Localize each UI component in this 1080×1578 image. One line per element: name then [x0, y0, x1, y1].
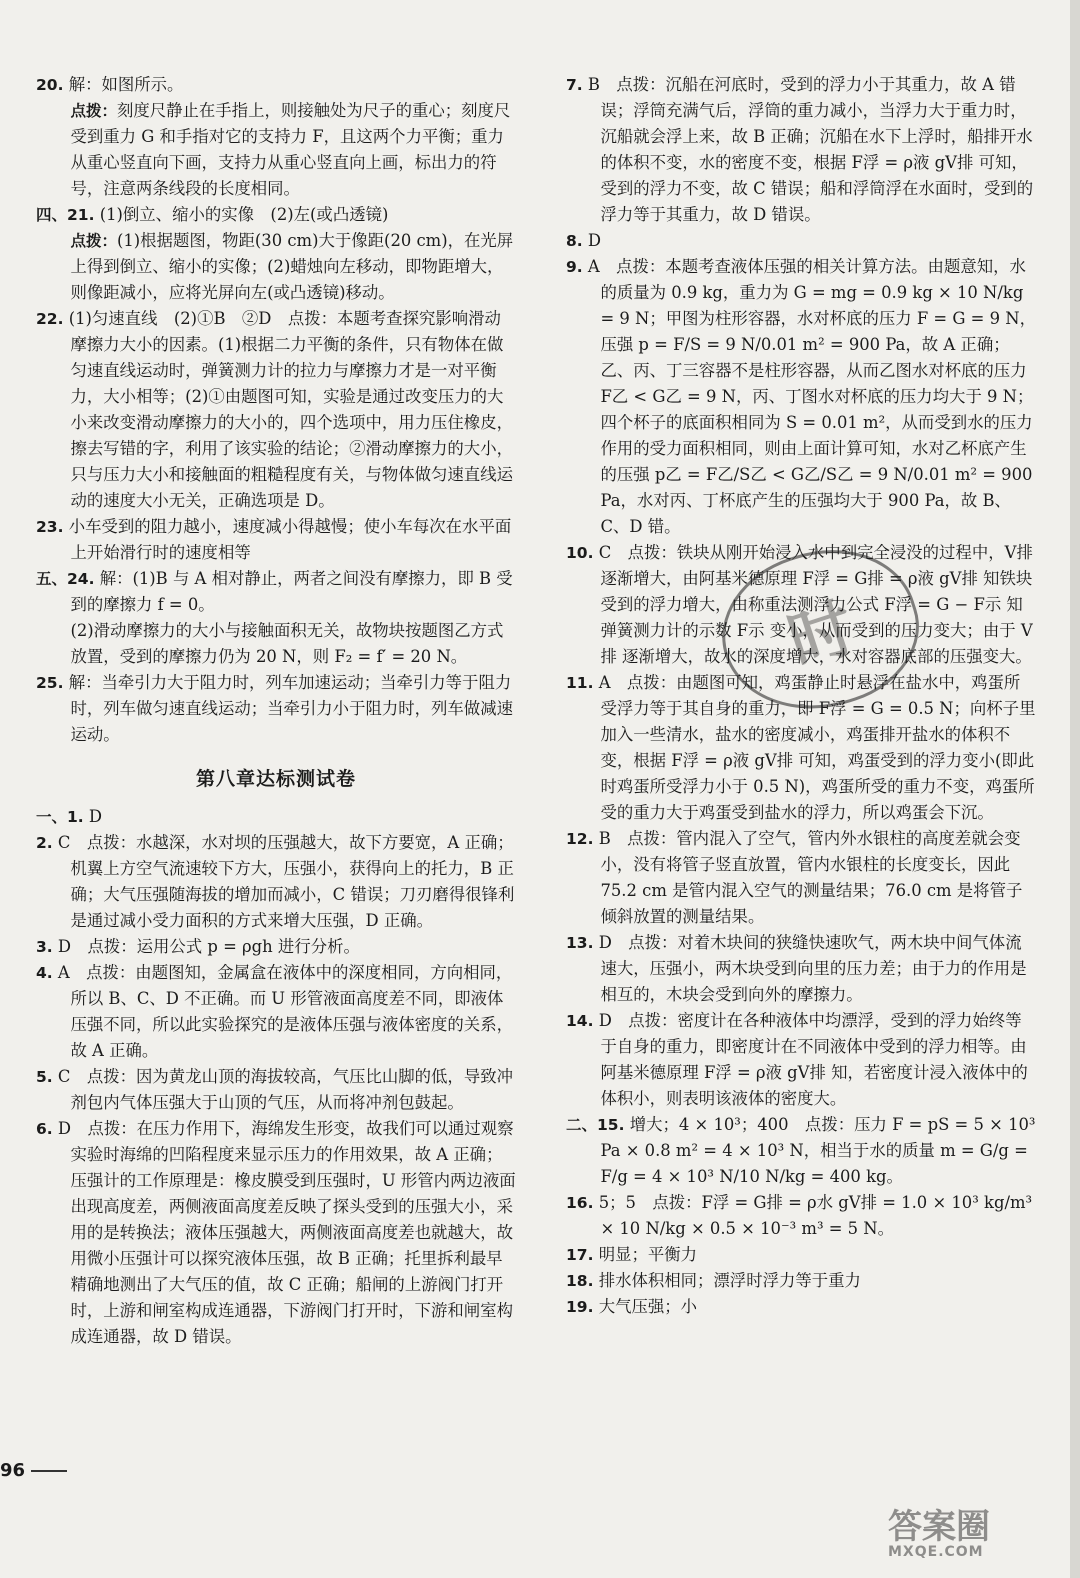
answer-number: 3. — [36, 938, 53, 956]
answer-text: 排水体积相同；漂浮时浮力等于重力 — [598, 1271, 861, 1290]
answer-item — [566, 1008, 1036, 1112]
answer-text: A 点拨：本题考查液体压强的相关计算方法。由题意知，水的质量为 0.9 kg，重力为 G = mg = 0.9 kg × 10 N/kg = 9 N；甲图为柱形容器，水对杯底的压力 F = G = 9 N，压强 p = F/S = 9 N/0.01 m² = 900 Pa，故 A 正确；乙、丙、丁三容器不是柱形容器，从而乙图水对杯底的压力 F乙 < G乙 = 9 N，丙、丁图水对杯底的压力均大于 9 N；四个杯子的底面积相同为 S = 0.01 m²，从而受到水的压力作用的受力面积相同，则由上面计算可知，水对乙杯底产生的压强 p乙 = F乙/S乙 < G乙/S乙 = 9 N/0.01 m² = 900 Pa，水对丙、丁杯底产生的压强均大于 900 Pa，故 B、C、D 错。 — [587, 257, 1036, 536]
answer-item — [36, 670, 516, 748]
watermark-url: MXQE.COM — [888, 1544, 984, 1560]
answer-item — [36, 830, 516, 934]
answer-number: 13. — [566, 934, 594, 952]
answer-item — [36, 1116, 516, 1350]
answer-number: 14. — [566, 1012, 594, 1030]
answer-text: D 点拨：密度计在各种液体中均漂浮，受到的浮力始终等于自身的重力，即密度计在不同液体中受到的浮力相等。由阿基米德原理 F浮 = ρ液 gV排 知，若密度计浸入液体中的体积小，则表明该液体的密度大。 — [598, 1011, 1028, 1108]
answer-item — [566, 1294, 1036, 1320]
answer-number: 16. — [566, 1194, 594, 1212]
answer-text: D 点拨：对着木块间的狭缝快速吹气，两木块中间气体流速大，压强小，两木块受到向里的压力差；由于力的作用是相互的，木块会受到向外的摩擦力。 — [598, 933, 1027, 1004]
answer-number: 7. — [566, 76, 583, 94]
answer-item — [566, 72, 1036, 228]
answer-number: 12. — [566, 830, 594, 848]
answer-item — [566, 1190, 1036, 1242]
answer-number: 6. — [36, 1120, 53, 1138]
answer-text: (1)倒立、缩小的实像 (2)左(或凸透镜) — [99, 205, 389, 224]
answer-text: C 点拨：因为黄龙山顶的海拔较高，气压比山脚的低，导致冲剂包内气体压强大于山顶的气压，从而将冲剂包鼓起。 — [57, 1067, 513, 1112]
hint-label: 点拨： — [70, 232, 117, 250]
answer-text: (2)滑动摩擦力的大小与接触面积无关，故物块按题图乙方式放置，受到的摩擦力仍为 20 N，则 F₂ = f′ = 20 N。 — [70, 621, 504, 666]
answer-text: 解：(1)B 与 A 相对静止，两者之间没有摩擦力，即 B 受到的摩擦力 f = 0。 — [70, 569, 513, 614]
answer-item — [566, 1242, 1036, 1268]
answer-text: (1)根据题图，物距(30 cm)大于像距(20 cm)，在光屏上得到倒立、缩小的实像；(2)蜡烛向左移动，即物距增大，则像距减小，应将光屏向左(或凸透镜)移动。 — [70, 231, 514, 302]
answer-item — [566, 1112, 1036, 1190]
answer-item — [566, 1268, 1036, 1294]
answer-text: 大气压强；小 — [598, 1297, 698, 1316]
answer-text: 明显；平衡力 — [598, 1245, 698, 1264]
answer-number: 二、15. — [566, 1116, 625, 1134]
answer-number: 11. — [566, 674, 594, 692]
answer-item — [36, 618, 516, 670]
answer-text: B 点拨：沉船在河底时，受到的浮力小于其重力，故 A 错误；浮筒充满气后，浮筒的重力减小，当浮力大于重力时，沉船就会浮上来，故 B 正确；沉船在水下上浮时，船排开水的体积不变，水的密度不变，根据 F浮 = ρ液 gV排 可知，受到的浮力不变，故 C 错误；船和浮筒浮在水面时，受到的浮力等于其重力，故 D 错误。 — [587, 75, 1034, 224]
answers-chapter-7-end — [36, 72, 516, 748]
stamp-text: 时 — [779, 590, 864, 681]
answer-number: 一、1. — [36, 808, 84, 826]
answer-number: 22. — [36, 310, 64, 328]
answer-text: D — [88, 807, 103, 826]
answer-number: 四、21. — [36, 206, 95, 224]
answer-item — [36, 202, 516, 228]
answer-number: 25. — [36, 674, 64, 692]
answer-text: D 点拨：在压力作用下，海绵发生形变，故我们可以通过观察实验时海绵的凹陷程度来显示压力的作用效果，故 A 正确；压强计的工作原理是：橡皮膜受到压强时，U 形管内两边液面出现高度差，两侧液面高度差反映了探头受到的压强大小，采用的是转换法；液体压强越大，两侧液面高度差也就越大，故用微小压强计可以探究液体压强，故 B 正确；托里拆利最早精确地测出了大气压的值，故 C 正确；船闸的上游阀门打开时，上游和闸室构成连通器，下游阀门打开时，下游和闸室构成连通器，故 D 错误。 — [57, 1119, 516, 1346]
answer-text: 解：当牵引力大于阻力时，列车加速运动；当牵引力等于阻力时，列车做匀速直线运动；当牵引力小于阻力时，列车做减速运动。 — [68, 673, 513, 744]
watermark — [888, 1507, 1068, 1570]
answer-item — [566, 228, 1036, 254]
answer-item — [36, 514, 516, 566]
answer-number: 10. — [566, 544, 594, 562]
answer-text: 解：如图所示。 — [68, 75, 184, 94]
answer-number: 17. — [566, 1246, 594, 1264]
answer-text: D — [587, 231, 602, 250]
page-number: 96 — [0, 1460, 67, 1481]
answer-number: 8. — [566, 232, 583, 250]
answer-item — [36, 960, 516, 1064]
answer-item — [36, 98, 516, 202]
answer-item — [36, 228, 516, 306]
answer-item — [36, 1064, 516, 1116]
answer-item — [566, 930, 1036, 1008]
answer-number: 9. — [566, 258, 583, 276]
answer-text: C 点拨：铁块从刚开始浸入水中到完全浸没的过程中，V排 逐渐增大，由阿基米德原理 F浮 = G排 = ρ液 gV排 知铁块受到的浮力增大，由称重法测浮力公式 F浮 = G − F示 知弹簧测力计的示数 F示 变小，从而受到的压力变大；由于 V排 逐渐增大，故水的深度增大，水对容器底部的压强变大。 — [598, 543, 1033, 666]
answer-number: 4. — [36, 964, 53, 982]
answer-text: C 点拨：水越深，水对坝的压强越大，故下方要宽，A 正确；机翼上方空气流速较下方大，压强小，获得向上的托力，B 正确；大气压强随海拔的增加而减小，C 错误；刀刃磨得很锋利是通过减小受力面积的方式来增大压强，D 正确。 — [57, 833, 515, 930]
answer-text: 刻度尺静止在手指上，则接触处为尺子的重心；刻度尺受到重力 G 和手指对它的支持力 F，且这两个力平衡；重力从重心竖直向下画，支持力从重心竖直向上画，标出力的符号，注意两条线段的长度相同。 — [70, 101, 511, 198]
answer-text: (1)匀速直线 (2)①B ②D 点拨：本题考查探究影响滑动摩擦力大小的因素。(1)根据二力平衡的条件，只有物体在做匀速直线运动时，弹簧测力计的拉力与摩擦力才是一对平衡力，大小相等；(2)①由题图可知，实验是通过改变压力的大小来改变滑动摩擦力的大小的，四个选项中，用力压住橡皮，擦去写错的字，利用了该实验的结论；②滑动摩擦力的大小，只与压力大小和接触面的粗糙程度有关，与物体做匀速直线运动的速度大小无关，正确选项是 D。 — [68, 309, 513, 510]
answer-item — [36, 934, 516, 960]
answer-text: A 点拨：由题图可知，鸡蛋静止时悬浮在盐水中，鸡蛋所受浮力等于其自身的重力，即 F浮 = G = 0.5 N；向杯子里加入一些清水，盐水的密度减小，鸡蛋排开盐水的体积不变，根据 F浮 = ρ液 gV排 可知，鸡蛋受到的浮力变小(即此时鸡蛋所受浮力小于 0.5 N)，鸡蛋所受的重力不变，鸡蛋所受的重力大于鸡蛋受到盐水的浮力，所以鸡蛋会下沉。 — [598, 673, 1036, 822]
answer-text: D 点拨：运用公式 p = ρgh 进行分析。 — [57, 937, 360, 956]
answer-item — [36, 804, 516, 830]
answer-text: 增大；4 × 10³；400 点拨：压力 F = pS = 5 × 10³ Pa × 0.8 m² = 4 × 10³ N，相当于水的质量 m = G/g = F/g = 4 × 10³ N/10 N/kg = 400 kg。 — [600, 1115, 1036, 1186]
answer-number: 18. — [566, 1272, 594, 1290]
answer-number: 23. — [36, 518, 64, 536]
hint-label: 点拨： — [70, 102, 117, 120]
page-edge-shadow — [1070, 0, 1080, 1578]
answers-chapter-8 — [36, 804, 516, 1350]
answer-number: 20. — [36, 76, 64, 94]
left-column — [36, 72, 516, 1350]
answer-text: 小车受到的阻力越小，速度减小得越慢；使小车每次在水平面上开始滑行时的速度相等 — [68, 517, 512, 562]
answer-number: 19. — [566, 1298, 594, 1316]
answer-number: 五、24. — [36, 570, 95, 588]
section-title: 第八章达标测试卷 — [195, 768, 356, 790]
answer-item — [566, 826, 1036, 930]
answer-text: B 点拨：管内混入了空气，管内外水银柱的高度差就会变小，没有将管子竖直放置，管内水银柱的长度变长，因此 75.2 cm 是管内混入空气的测量结果；76.0 cm 是将管子倾斜放置的测量结果。 — [598, 829, 1023, 926]
answer-item — [566, 254, 1036, 540]
watermark-logo: 答案圈 — [888, 1507, 990, 1547]
answer-text: A 点拨：由题图知，金属盒在液体中的深度相同，方向相同，所以 B、C、D 不正确。而 U 形管液面高度差不同，即液体压强不同，所以此实验探究的是液体压强与液体密度的关系，故 A 正确。 — [57, 963, 513, 1060]
answer-item — [36, 72, 516, 98]
answer-text: 5；5 点拨：F浮 = G排 = ρ水 gV排 = 1.0 × 10³ kg/m³ × 10 N/kg × 0.5 × 10⁻³ m³ = 5 N。 — [598, 1193, 1033, 1238]
answer-number: 2. — [36, 834, 53, 852]
answer-item — [36, 306, 516, 514]
answer-item — [36, 566, 516, 618]
answer-number: 5. — [36, 1068, 53, 1086]
